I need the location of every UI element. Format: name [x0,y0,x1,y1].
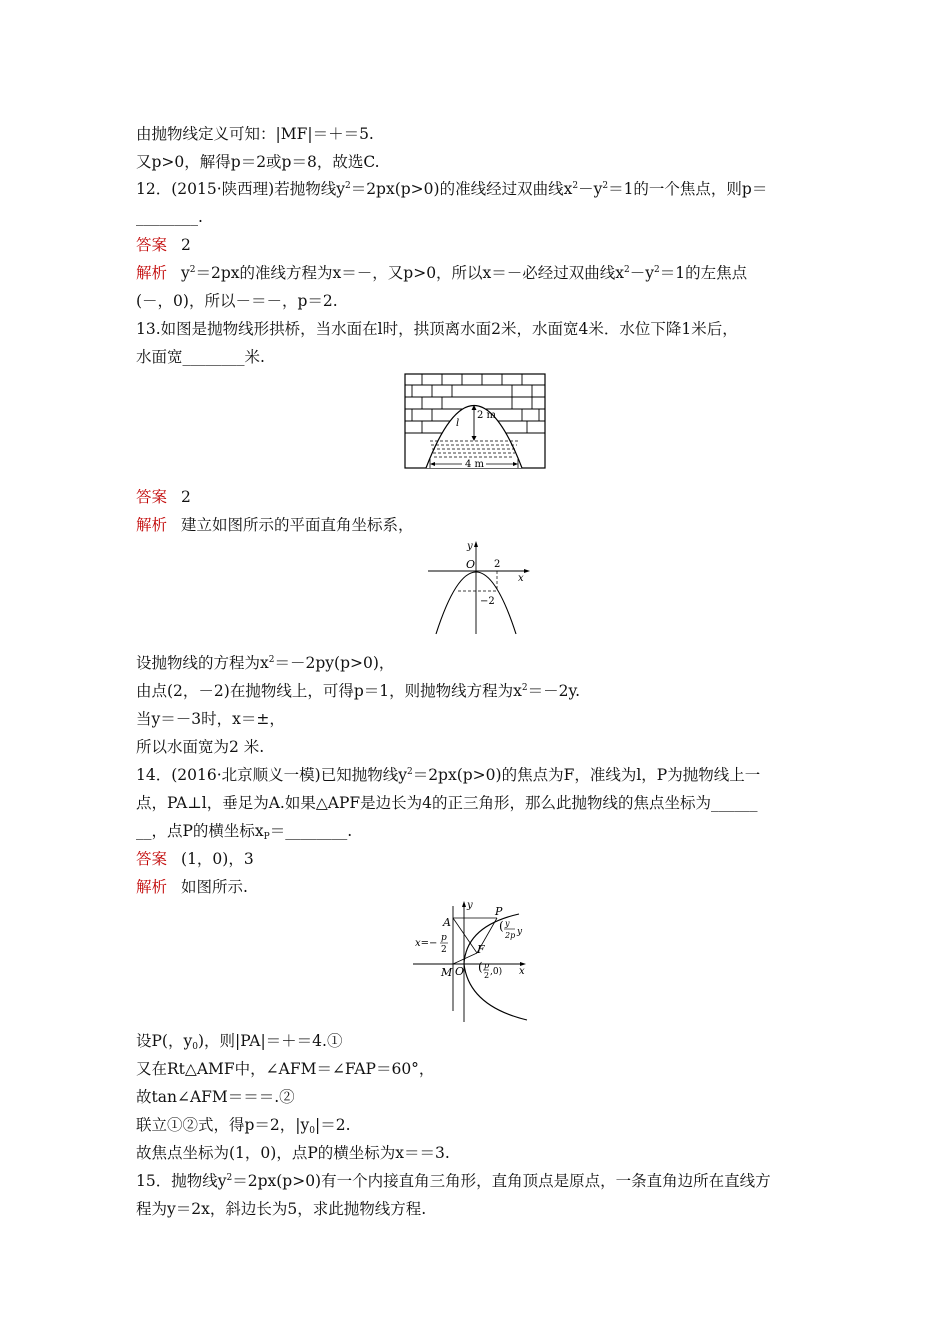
text-line: 又p>0，解得p＝2或p＝8，故选C. [136,153,380,171]
text-line: 又在Rt△AMF中，∠AFM＝∠FAP＝60°， [136,1060,435,1078]
f-coord-open: ( [478,960,483,974]
p-coord-open: ( [499,919,504,933]
answer-13: 答案 2 [136,488,191,506]
text-line: 设P(，$y_0$)，则|PA|＝＋＝4.① [136,1032,343,1052]
text-line: 故tan∠AFM＝＝＝.② [136,1088,295,1106]
answer-12: 答案 2 [136,236,191,254]
text-line: (－，0)，所以－＝－，p＝2. [136,292,338,310]
question-13: 13.如图是抛物线形拱桥，当水面在l时，拱顶离水面2米，水面宽4米．水位下降1米后， [136,320,738,338]
bridge-figure [404,373,546,469]
text-line: 当y＝－3时，x＝±， [136,710,285,728]
label-l: l [456,418,460,429]
directrix-label: x=− [415,938,438,949]
f-coord-p: p [484,961,490,970]
text-line: 故焦点坐标为(1，0)，点P的横坐标为x＝＝3. [136,1144,450,1162]
point-a-label: A [443,916,451,929]
coordinate-figure-1 [424,538,534,636]
label-2m: 2 m [477,410,497,421]
tick-label: 2 [494,559,501,570]
x-axis-label: x [519,966,525,977]
coordinate-figure-2 [411,896,561,1024]
answer-14: 答案 (1，0)，3 [136,850,254,868]
f-coord-tail: ,0) [490,967,503,977]
point-m-label: M [441,966,453,979]
directrix-p: p [441,933,447,943]
text-line: ________. [136,208,203,226]
answer-label: 答案 [136,850,168,868]
p-coord-y: y [505,919,510,928]
label-4m: 4 m [465,459,485,469]
f-coord-2: 2 [484,971,490,980]
analysis-12: 解析 $y^2=2px$的准线方程为x＝－，又p>0，所以x＝－必经过双曲线$x^2-y^2=1$的左焦点 [136,264,748,282]
text-line: 点，PA⊥l，垂足为A.如果△APF是边长为4的正三角形，那么此抛物线的焦点坐标为______ [136,794,758,812]
text-line: __，点P的横坐标$x_P=\_\_\_\_\_\_\_\_$. [136,822,353,842]
origin-label: O [466,558,476,571]
analysis-label: 解析 [136,264,168,282]
question-15: 15．抛物线$y^2=2px(p>0)$有一个内接直角三角形，直角顶点是原点，一条直角边所在直线方 [136,1172,771,1190]
text-line: 由点(2，－2)在抛物线上，可得p＝1，则抛物线方程为$x^2=-2y$. [136,682,581,700]
text-line: 联立①②式，得p＝2，$|y_0|=2$. [136,1116,351,1136]
answer-label: 答案 [136,488,168,506]
text-line: 由抛物线定义可知：|MF|＝＋＝5. [136,125,374,143]
analysis-14: 解析 如图所示. [136,878,248,896]
text-line: 水面宽________米. [136,348,265,366]
p-coord-2p: 2p [505,931,516,940]
p-coord-tail: y [517,927,523,937]
question-12: 12．(2015·陕西理)若抛物线$y^2=2px(p>0)$的准线经过双曲线$x^2-y^2=1$的一个焦点，则p＝ [136,180,768,198]
question-14: 14．(2016·北京顺义一模)已知抛物线$y^2=2px(p>0)$的焦点为F，准线为l，P为抛物线上一 [136,766,761,784]
text-line: 程为y＝2x，斜边长为5，求此抛物线方程. [136,1200,427,1218]
answer-label: 答案 [136,236,168,254]
text-line: 设抛物线的方程为$x^2=-2py(p>0)$， [136,654,395,672]
origin-label: O [455,965,465,978]
tick-label: −2 [480,596,495,607]
point-f-label: F [477,943,485,956]
x-axis-label: x [518,573,524,584]
directrix-2: 2 [441,945,447,955]
analysis-label: 解析 [136,516,168,534]
y-axis-label: y [467,541,473,552]
analysis-13: 解析 建立如图所示的平面直角坐标系， [136,516,414,534]
text-line: 所以水面宽为2 米. [136,738,265,756]
point-p-label: P [495,905,503,918]
analysis-label: 解析 [136,878,168,896]
y-axis-label: y [467,900,473,911]
